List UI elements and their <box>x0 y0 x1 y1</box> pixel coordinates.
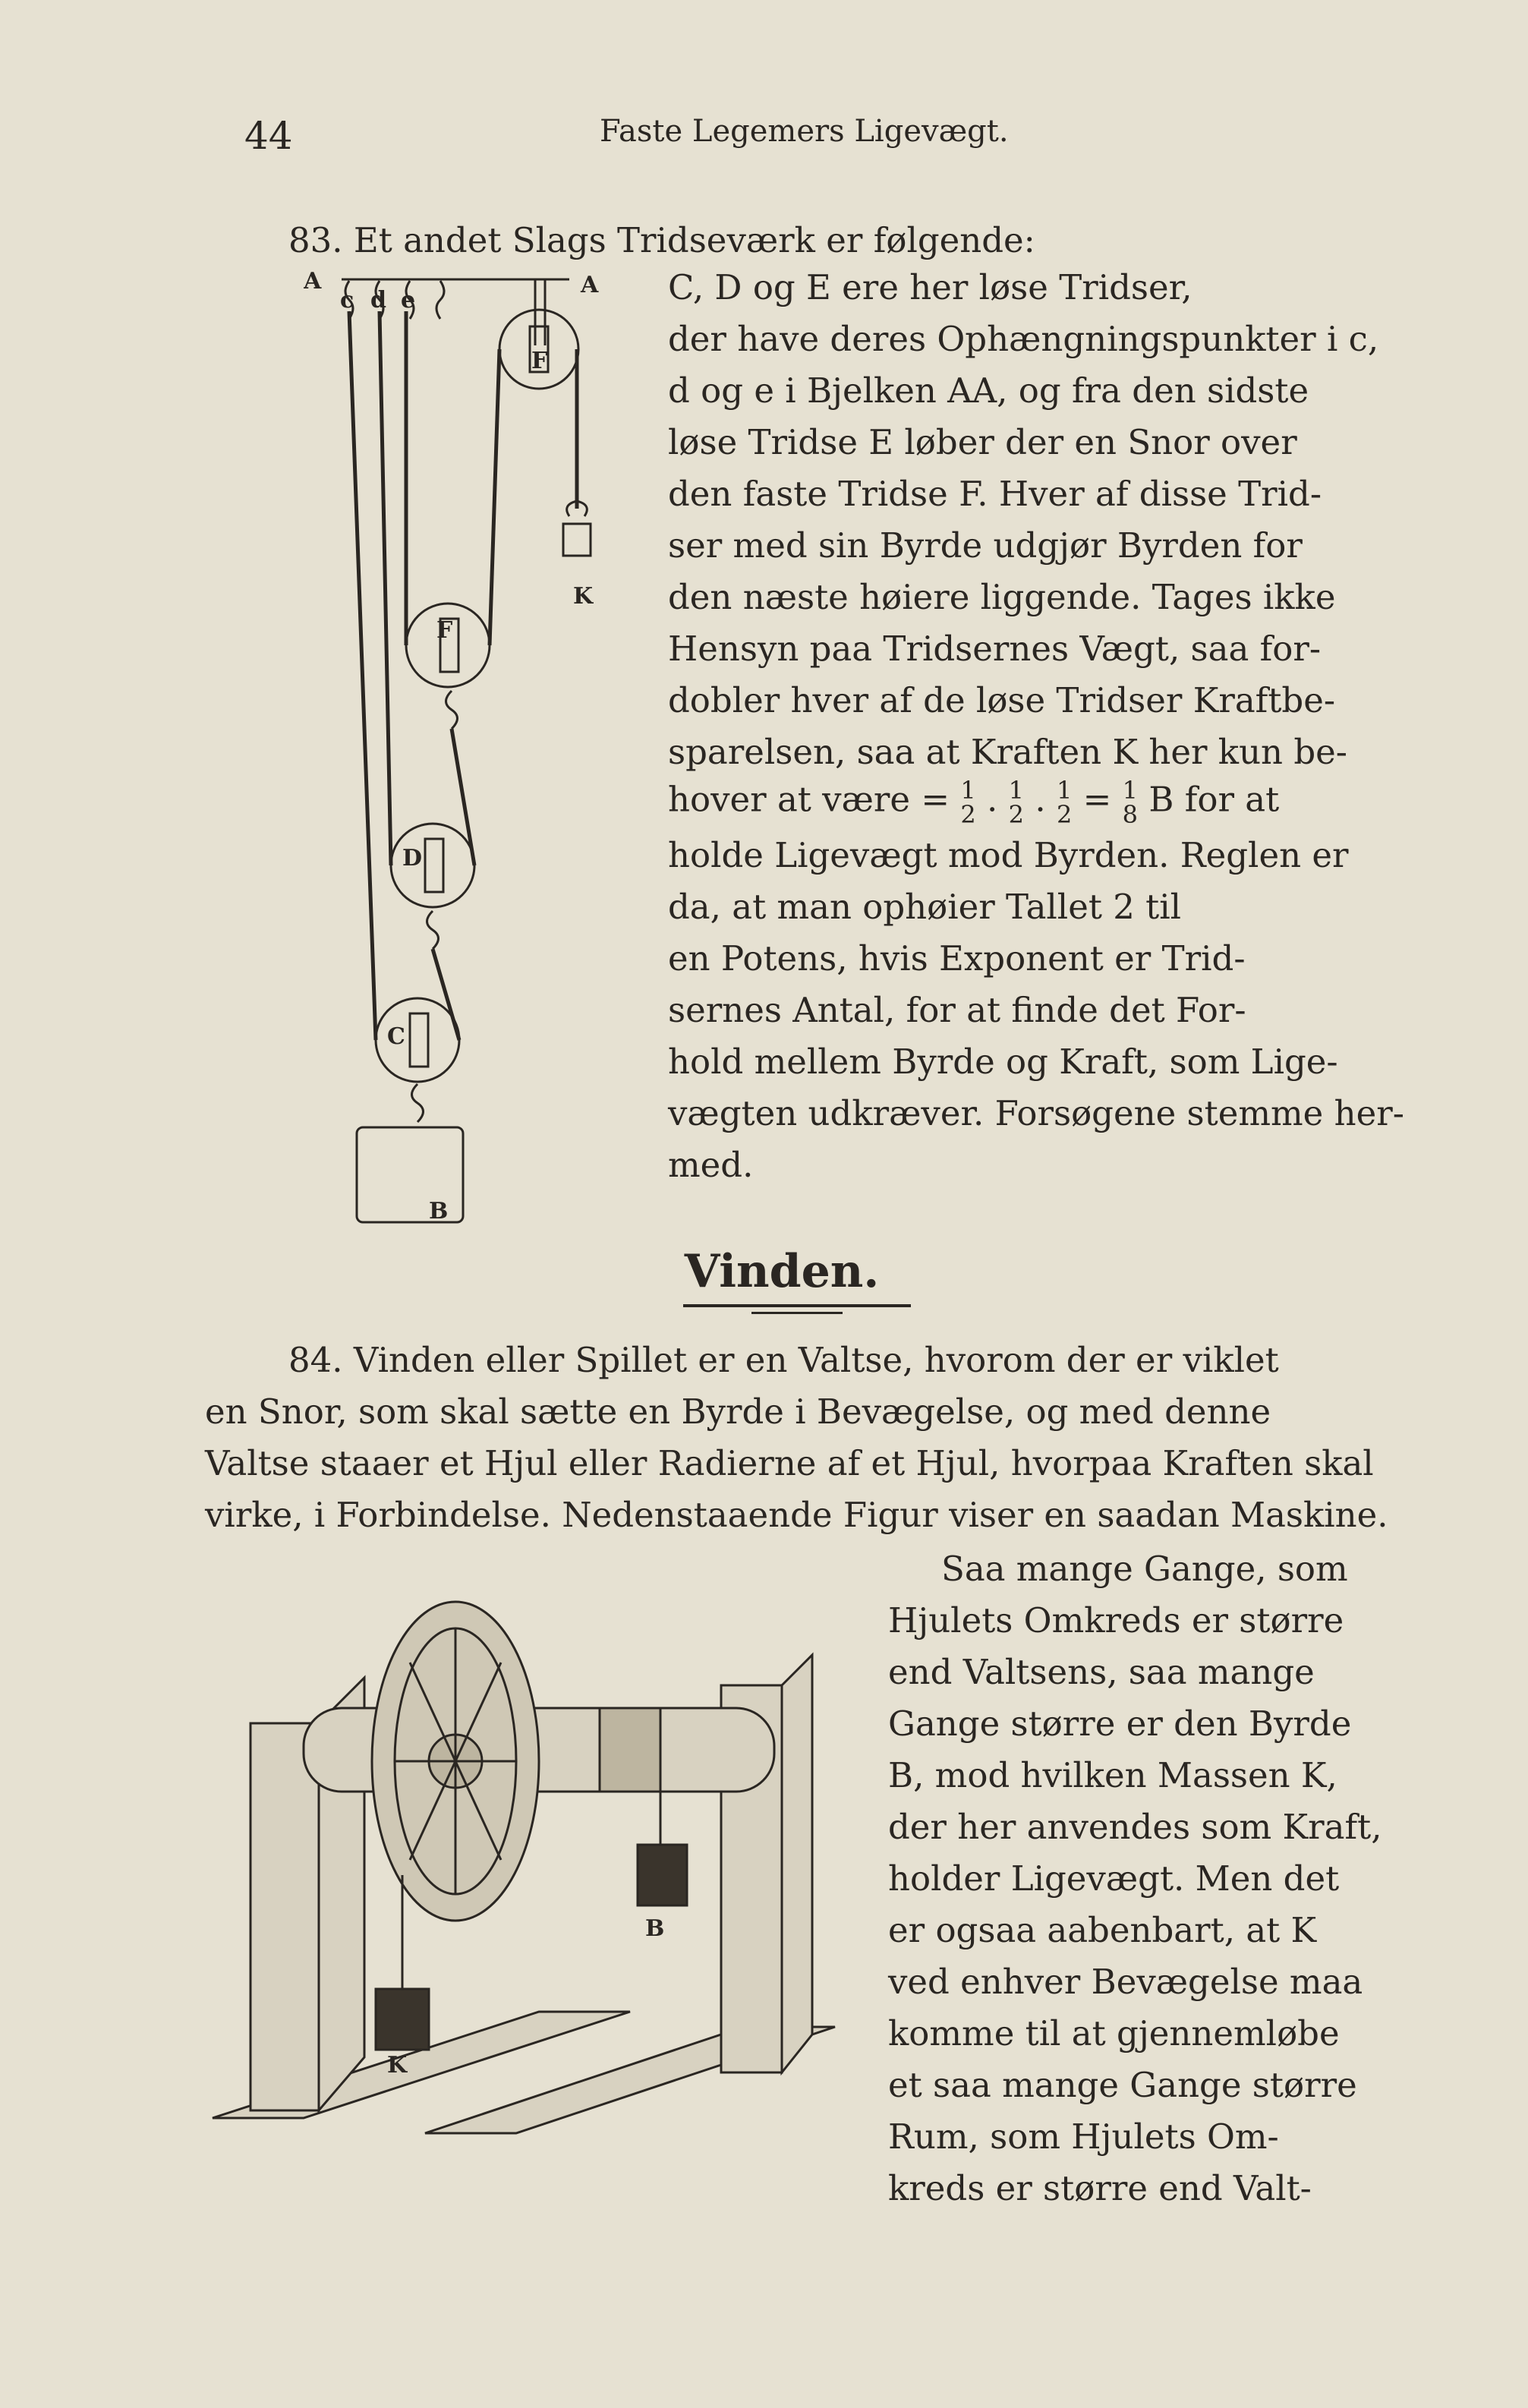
s84-side-line-5: B, mod hvilken Massen K, <box>888 1755 1337 1795</box>
label-k: K <box>573 583 594 610</box>
s83-line-1: C, D og E ere her løse Tridser, <box>668 267 1192 307</box>
section-title-vinden: Vinden. <box>684 1245 880 1298</box>
s84-side-line-13: kreds er større end Valt- <box>888 2168 1312 2208</box>
label-d-small: d <box>370 287 386 314</box>
label-c-pulley: C <box>387 1023 405 1050</box>
s83-line-14: en Potens, hvis Exponent er Trid- <box>668 938 1246 979</box>
s83-line-18: med. <box>668 1145 754 1185</box>
s83-line-16: hold mellem Byrde og Kraft, som Lige- <box>668 1042 1338 1082</box>
s83-line-5: den faste Tridse F. Hver af disse Trid- <box>668 474 1322 514</box>
s83-line-8: Hensyn paa Tridsernes Vægt, saa for- <box>668 629 1322 669</box>
s84-side-line-12: Rum, som Hjulets Om- <box>888 2116 1279 2157</box>
s84-side-line-7: holder Ligevægt. Men det <box>888 1858 1340 1899</box>
fraction-half-1: 1 2 <box>960 776 976 829</box>
s84-side-line-10: komme til at gjennemløbe <box>888 2013 1340 2053</box>
s84-side-line-3: end Valtsens, saa mange <box>888 1652 1315 1692</box>
weight-k <box>376 1989 429 2050</box>
s83-line-13: da, at man ophøier Tallet 2 til <box>668 887 1182 927</box>
left-frame <box>250 1723 319 2110</box>
winch-label-b: B <box>645 1915 665 1942</box>
winch-figure <box>205 1587 850 2164</box>
s83-line-4: løse Tridse E løber der en Snor over <box>668 422 1297 462</box>
s84-line-4: virke, i Forbindelse. Nedenstaaende Figur viser en saadan Maskine. <box>205 1495 1388 1535</box>
label-a-left: A <box>304 268 322 295</box>
label-a-right: A <box>581 272 599 298</box>
s84-line-3: Valtse staaer et Hjul eller Radierne af et Hjul, hvorpaa Kraften skal <box>205 1443 1374 1483</box>
page-number: 44 <box>244 114 293 158</box>
rope-coil <box>600 1708 660 1792</box>
label-c-small: c <box>340 287 354 314</box>
s83-line-2: der have deres Ophængningspunkter i c, <box>668 319 1379 359</box>
s83-line-12: holde Ligevægt mod Byrden. Reglen er <box>668 835 1349 875</box>
s84-side-line-8: er ogsaa aabenbart, at K <box>888 1910 1317 1950</box>
label-d-pulley: D <box>402 845 423 871</box>
s83-line-7: den næste høiere liggende. Tages ikke <box>668 577 1336 617</box>
s84-side-line-11: et saa mange Gange større <box>888 2065 1357 2105</box>
s84-line-1: 84. Vinden eller Spillet er en Valtse, hvorom der er viklet <box>288 1340 1279 1380</box>
s84-line-2: en Snor, som skal sætte en Byrde i Bevægelse, og med denne <box>205 1392 1271 1432</box>
weight-b <box>638 1845 687 1905</box>
label-f-lower: F <box>436 617 453 644</box>
s83-line-17: vægten udkræver. Forsøgene stemme her- <box>668 1093 1404 1133</box>
fraction-half-3: 1 2 <box>1056 776 1073 829</box>
weight-k <box>563 524 591 556</box>
label-b: B <box>429 1198 449 1224</box>
s84-side-line-2: Hjulets Omkreds er større <box>888 1600 1344 1641</box>
s84-side-line-1: Saa mange Gange, som <box>941 1549 1348 1589</box>
running-title: Faste Legemers Ligevægt. <box>600 114 1009 149</box>
s84-side-line-4: Gange større er den Byrde <box>888 1704 1352 1744</box>
hook-rope <box>436 281 444 319</box>
label-e-small: e <box>401 287 416 314</box>
fraction-half-2: 1 2 <box>1008 776 1025 829</box>
label-f-upper: F <box>531 348 548 374</box>
s84-side-line-6: der her anvendes som Kraft, <box>888 1807 1382 1847</box>
s83-line-3: d og e i Bjelken AA, og fra den sidste <box>668 370 1309 411</box>
fraction-eighth: 1 8 <box>1122 776 1139 829</box>
winch-label-k: K <box>387 2052 408 2079</box>
s83-line-9: dobler hver af de løse Tridser Kraftbe- <box>668 680 1336 720</box>
s84-side-line-9: ved enhver Bevægelse maa <box>888 1962 1363 2002</box>
s83-line-10: sparelsen, saa at Kraften K her kun be- <box>668 732 1347 772</box>
title-ornament-rule <box>683 1304 911 1307</box>
s83-line-6: ser med sin Byrde udgjør Byrden for <box>668 525 1303 566</box>
s83-line-11-fractions: hover at være = 1 2 . 1 2 . 1 2 = 1 8 B for at <box>668 776 1280 829</box>
pulley-e <box>406 604 490 687</box>
pulley-figure <box>304 266 622 1230</box>
s83-line-15: sernes Antal, for at finde det For- <box>668 990 1246 1030</box>
section-83-opening: 83. Et andet Slags Tridseværk er følgende: <box>288 220 1035 260</box>
title-ornament-rule-short <box>751 1312 843 1314</box>
